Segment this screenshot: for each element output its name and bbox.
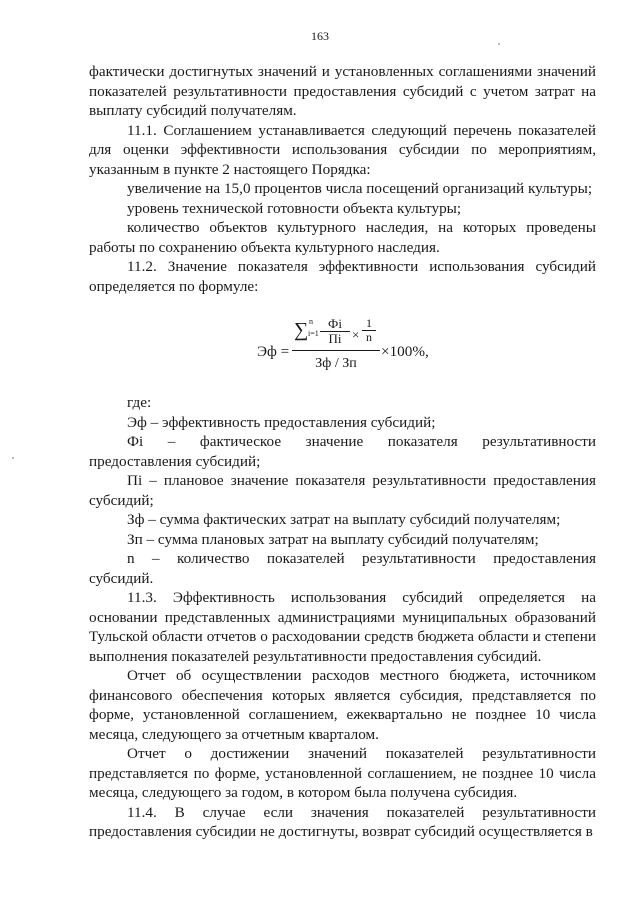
formula-denominator: Зф / Зп (292, 350, 380, 374)
sum-upper-limit: n (309, 317, 313, 326)
definition: n – количество показателей результативности предоставления субсидий. (89, 550, 596, 587)
list-item: увеличение на 15,0 процентов числа посещений организаций культуры; (127, 180, 593, 197)
paragraph: 11.1. Соглашением устанавливается следующий перечень показателей для оценки эффективности использования субсидии по мероприятиям, указанным в пункте 2 настоящего Порядка: (89, 121, 596, 178)
summation-sign: ∑ (294, 319, 309, 341)
scan-speck (498, 43, 500, 45)
efficiency-formula (89, 316, 596, 382)
ratio-fraction (320, 317, 350, 346)
definition: Фi – фактическое значение показателя результативности предоставления субсидий; (89, 433, 596, 470)
paragraph: Отчет о достижении значений показателей результативности представляется по форме, установленной соглашением, не позднее 10 числа месяца, следующего за годом, в котором была получена субсидия. (89, 745, 596, 801)
definition: Зп – сумма плановых затрат на выплату субсидий получателям; (127, 530, 539, 548)
paragraph: 11.4. В случае если значения показателей результативности предоставления субсидии не достигнуты, возврат субсидий осуществляется в (89, 803, 596, 840)
times-sign: × (352, 327, 360, 342)
ratio-denominator: Пi (320, 331, 350, 346)
paragraph: 11.2. Значение показателя эффективности использования субсидий определяется по формуле: (89, 258, 596, 295)
one-over-n-fraction (362, 317, 376, 344)
paragraph: Отчет об осуществлении расходов местного бюджета, источником финансового обеспечения которых является субсидия, представляется по форме, установленной соглашением, ежеквартально не позднее 10 числа месяца, следующего за отчетным кварталом. (89, 667, 596, 743)
page-number: 163 (311, 29, 329, 43)
list-item: количество объектов культурного наследия, на которых проведены работы по сохранению объекта культурного наследия. (89, 219, 596, 256)
ratio-numerator: Фi (328, 316, 342, 331)
sum-lower-limit: i=1 (308, 329, 319, 338)
scan-speck (12, 457, 14, 459)
paragraph: фактически достигнутых значений и установленных соглашениями значений показателей результативности предоставления субсидий с учетом затрат на выплату субсидий получателям. (89, 63, 596, 119)
paragraph: где: (127, 394, 152, 411)
formula-numerator (292, 316, 380, 350)
definition: Зф – сумма фактических затрат на выплату субсидий получателям; (127, 511, 561, 528)
formula-main-fraction (292, 316, 380, 374)
one-numerator: 1 (366, 316, 372, 330)
n-denominator: n (362, 330, 376, 344)
paragraph: 11.3. Эффективность использования субсидий определяется на основании представленных администрациями муниципальных образований Тульской области отчетов о расходовании средств бюджета области и степени выполнения показателей результативности предоставления субсидий. (89, 589, 596, 665)
formula-lhs: Эф = (257, 343, 290, 360)
definition: Эф – эффективность предоставления субсидий; (127, 413, 436, 431)
formula-multiplier: ×100%, (381, 343, 429, 360)
list-item: уровень технической готовности объекта культуры; (127, 199, 462, 217)
definition: Пi – плановое значение показателя результативности предоставления субсидий; (89, 472, 596, 509)
document-body (89, 62, 596, 842)
